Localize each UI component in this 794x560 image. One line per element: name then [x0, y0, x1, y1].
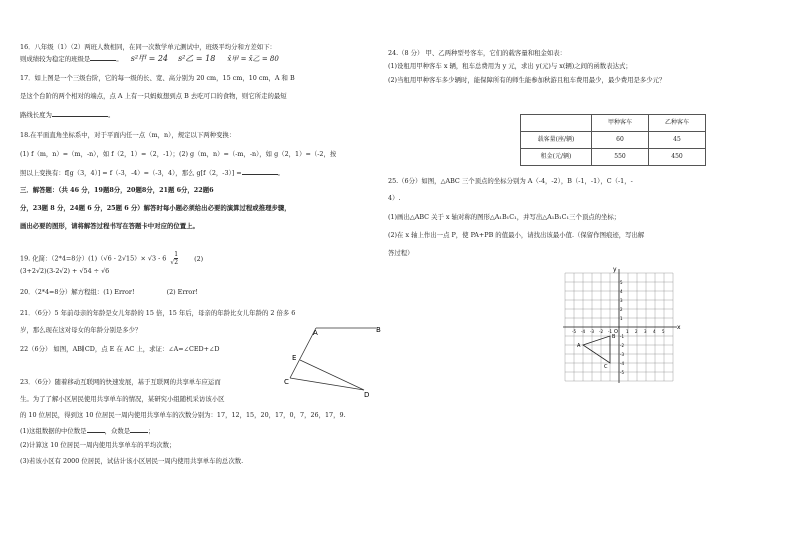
q16-line1: 16．八年级（1）（2）两班人数相同，在同一次数学单元测试中，班级平均分和方差如下： [20, 43, 276, 51]
x-tick-label: 2 [635, 329, 638, 334]
q18-answer-blank [242, 167, 278, 175]
q16-period: 。 [116, 55, 123, 63]
q23-line1: 23．（6分）随着移动互联网的快速发展，基于互联网的共享单车应运而 [20, 378, 221, 386]
q22-figure [280, 322, 390, 398]
y-tick-label: -5 [620, 370, 624, 375]
q18-text: 照以上变换有：f[g（3，4）] = f（-3，-4）=（-3，4），那么 g[f（2，-3）] = [20, 169, 242, 177]
q23-line6: (3)若该小区有 2000 位居民，试估计该小区居民一周内使用共享单车的总次数. [20, 457, 244, 465]
y-axis-label: y [613, 266, 617, 273]
q25-line2: 4）. [388, 194, 401, 202]
label-b: B [376, 326, 381, 334]
q18-line1: 18.在平面直角坐标系中，对于平面内任一点（m，n），规定以下两种变换： [20, 131, 236, 139]
q16-text: 则成绩较为稳定的班级是 [20, 55, 91, 63]
vertex-b-label: B [612, 334, 616, 340]
table-cell: 550 [592, 149, 649, 166]
q19-line2: (3+2√2)(3-2√2) + √54 ÷ √6 [20, 267, 110, 275]
q21-line2: 岁，那么现在这对母女的年龄分别是多少？ [20, 326, 142, 334]
section3-line1: 三．解答题：（共 46 分，19题8分，20题8分，21题 6分，22题6 [20, 186, 214, 194]
q22-line: 22（6分） 如图，AB∥CD，点 E 在 AC 上，求证：∠A=∠CED+∠D [20, 345, 220, 353]
q25-line5: 答过程） [388, 249, 414, 257]
q17-line1: 17．如上图是一个三级台阶，它的每一级的长、宽、高分别为 20 cm，15 cm，10 cm，A 和 B [20, 74, 295, 82]
x-axis-label: x [677, 324, 681, 331]
q18-line2: (1) f（m，n）=（m，-n），如 f（2，1）=（2，-1）；(2) g（m，n）=（-m，-n），如 g（2，1）=（-2，按 [20, 150, 337, 158]
q16-line2 [20, 53, 279, 65]
x-tick-label: 4 [653, 329, 656, 334]
line-ed [300, 360, 364, 390]
q17-line3 [20, 109, 114, 121]
y-tick-label: 1 [620, 316, 623, 321]
triangle-abc [583, 336, 610, 363]
y-tick-label: -2 [620, 343, 624, 348]
section3-line3: 画出必要的图形，请将解答过程书写在答题卡中对应的位置上。 [20, 222, 199, 230]
table-header [521, 115, 592, 132]
q24-line2: (1)设租用甲种客车 x 辆，租车总费用为 y 元，求出 y(元)与 x(辆)之间的函数表达式； [388, 62, 632, 70]
fraction-denominator: 2 [174, 259, 179, 266]
x-tick-label: -1 [608, 329, 612, 334]
q24-line3: (2)当租用甲种客车多少辆时，能保障所有的师生能参加秋游且租车费用最少，最少费用是多少元？ [388, 76, 666, 84]
q19-part2-label: (2) [194, 254, 204, 263]
q23-median-text: (1)这组数据的中位数是 [20, 427, 87, 435]
x-tick-label: -2 [599, 329, 603, 334]
table-header: 甲种客车 [592, 115, 649, 132]
q17-answer-blank [52, 109, 108, 117]
table-cell: 45 [649, 132, 706, 149]
q23-line5: (2)计算这 10 位居民一周内使用共享单车的平均次数； [20, 441, 176, 449]
label-a: A [313, 329, 318, 337]
y-tick-label: 4 [620, 289, 623, 294]
table-cell: 60 [592, 132, 649, 149]
origin-label: O [614, 329, 618, 335]
q20-part1: 20．（2*4=8分）解方程组：(1) Error! [20, 288, 135, 296]
y-tick-label: 2 [620, 307, 623, 312]
table-cell: 450 [649, 149, 706, 166]
vertex-a-label: A [577, 343, 581, 349]
table-row [521, 149, 706, 166]
y-tick-label: -4 [620, 361, 624, 366]
q20-part2: (2) Error! [166, 288, 198, 296]
q16-answer-blank [90, 53, 116, 61]
table-row [521, 132, 706, 149]
y-tick-label: 5 [620, 280, 623, 285]
q17-period: 。 [107, 111, 115, 119]
q18-period: 。 [277, 169, 284, 177]
label-d: D [364, 391, 370, 399]
fraction-numerator: 1 [174, 251, 179, 258]
section3-line2: 分，23题 8 分，24题 6 分，25题 6 分）解答时每小题必须给出必要的演算过程或推理步骤， [20, 204, 291, 212]
coordinate-grid [560, 266, 681, 384]
q19-sqrt-fraction: √ $\frac{1}{2}$ [170, 251, 179, 266]
variance-jia: s²甲 = 24 [130, 54, 169, 63]
y-tick-label: -3 [620, 352, 624, 357]
q25-line4: (2)在 x 轴上作出一点 P，使 PA+PB 的值最小，请找出该最小值.（保留作图痕迹，写出解 [388, 231, 645, 239]
q25-line1: 25.（6分）如图，△ABC 三个顶点的坐标分别为 A（-4，-2），B（-1，-1），C（-1，- [388, 177, 633, 185]
x-tick-label: 5 [662, 329, 665, 334]
x-tick-label: -3 [590, 329, 594, 334]
q23-mode-text: ，众数是 [104, 427, 131, 435]
q23-line4 [20, 425, 155, 437]
q19-part1: 19. 化简：（2*4=8分）(1)（√6 - 2√15）× √3 - 6 [20, 254, 167, 263]
q23-line3: 的 10 位居民，得到这 10 位居民一周内使用共享单车的次数分别为：17，12，15，20，17，0，7，26，17，9. [20, 411, 346, 419]
x-tick-label: -4 [581, 329, 585, 334]
q20-line [20, 287, 198, 298]
q23-mode-blank [130, 425, 148, 433]
q23-semicolon: ； [148, 427, 155, 435]
q21-line1: 21．（6分）5 年前母亲的年龄是女儿年龄的 15 倍，15 年后，母亲的年龄比女儿年龄的 2 倍多 6 [20, 309, 296, 317]
table-header-row [521, 115, 706, 132]
x-tick-label: 3 [644, 329, 647, 334]
label-e: E [292, 354, 297, 362]
q23-median-blank [87, 425, 105, 433]
q18-line3 [20, 167, 284, 179]
q25-line3: (1)画出△ABC 关于 x 轴对称的图形△A₁B₁C₁，并写出△A₁B₁C₁三个顶点的坐标； [388, 213, 621, 221]
variance-yi: s²乙 = 18 [178, 54, 216, 63]
y-tick-label: 3 [620, 298, 623, 303]
table-cell: 租金(元/辆) [521, 149, 592, 166]
table-cell: 载客量(座/辆) [521, 132, 592, 149]
line-cd [290, 378, 364, 390]
y-tick-label: -1 [620, 334, 624, 339]
x-tick-label: -5 [572, 329, 576, 334]
x-tick-label: 1 [626, 329, 629, 334]
label-c: C [284, 378, 289, 386]
mean-values: x̄甲 = x̄乙 = 80 [227, 55, 279, 63]
q19-line1 [20, 251, 203, 266]
q24-line1: 24.（8 分） 甲、乙两种型号客车，它们的载客量和租金如表： [388, 49, 567, 57]
q23-line2: 生。为了了解小区居民使用共享单车的情况，某研究小组随机采访该小区 [20, 395, 225, 403]
q17-line2: 是这个台阶的两个相对的端点，点 A 上有一只蚂蚁想到点 B 去吃可口的食物，则它所走的最短 [20, 92, 287, 100]
bus-rental-table [520, 114, 706, 166]
grid-tick-labels [572, 280, 665, 375]
vertex-c-label: C [604, 364, 608, 370]
q17-text: 路线长度为 [20, 111, 52, 119]
table-header: 乙种客车 [649, 115, 706, 132]
